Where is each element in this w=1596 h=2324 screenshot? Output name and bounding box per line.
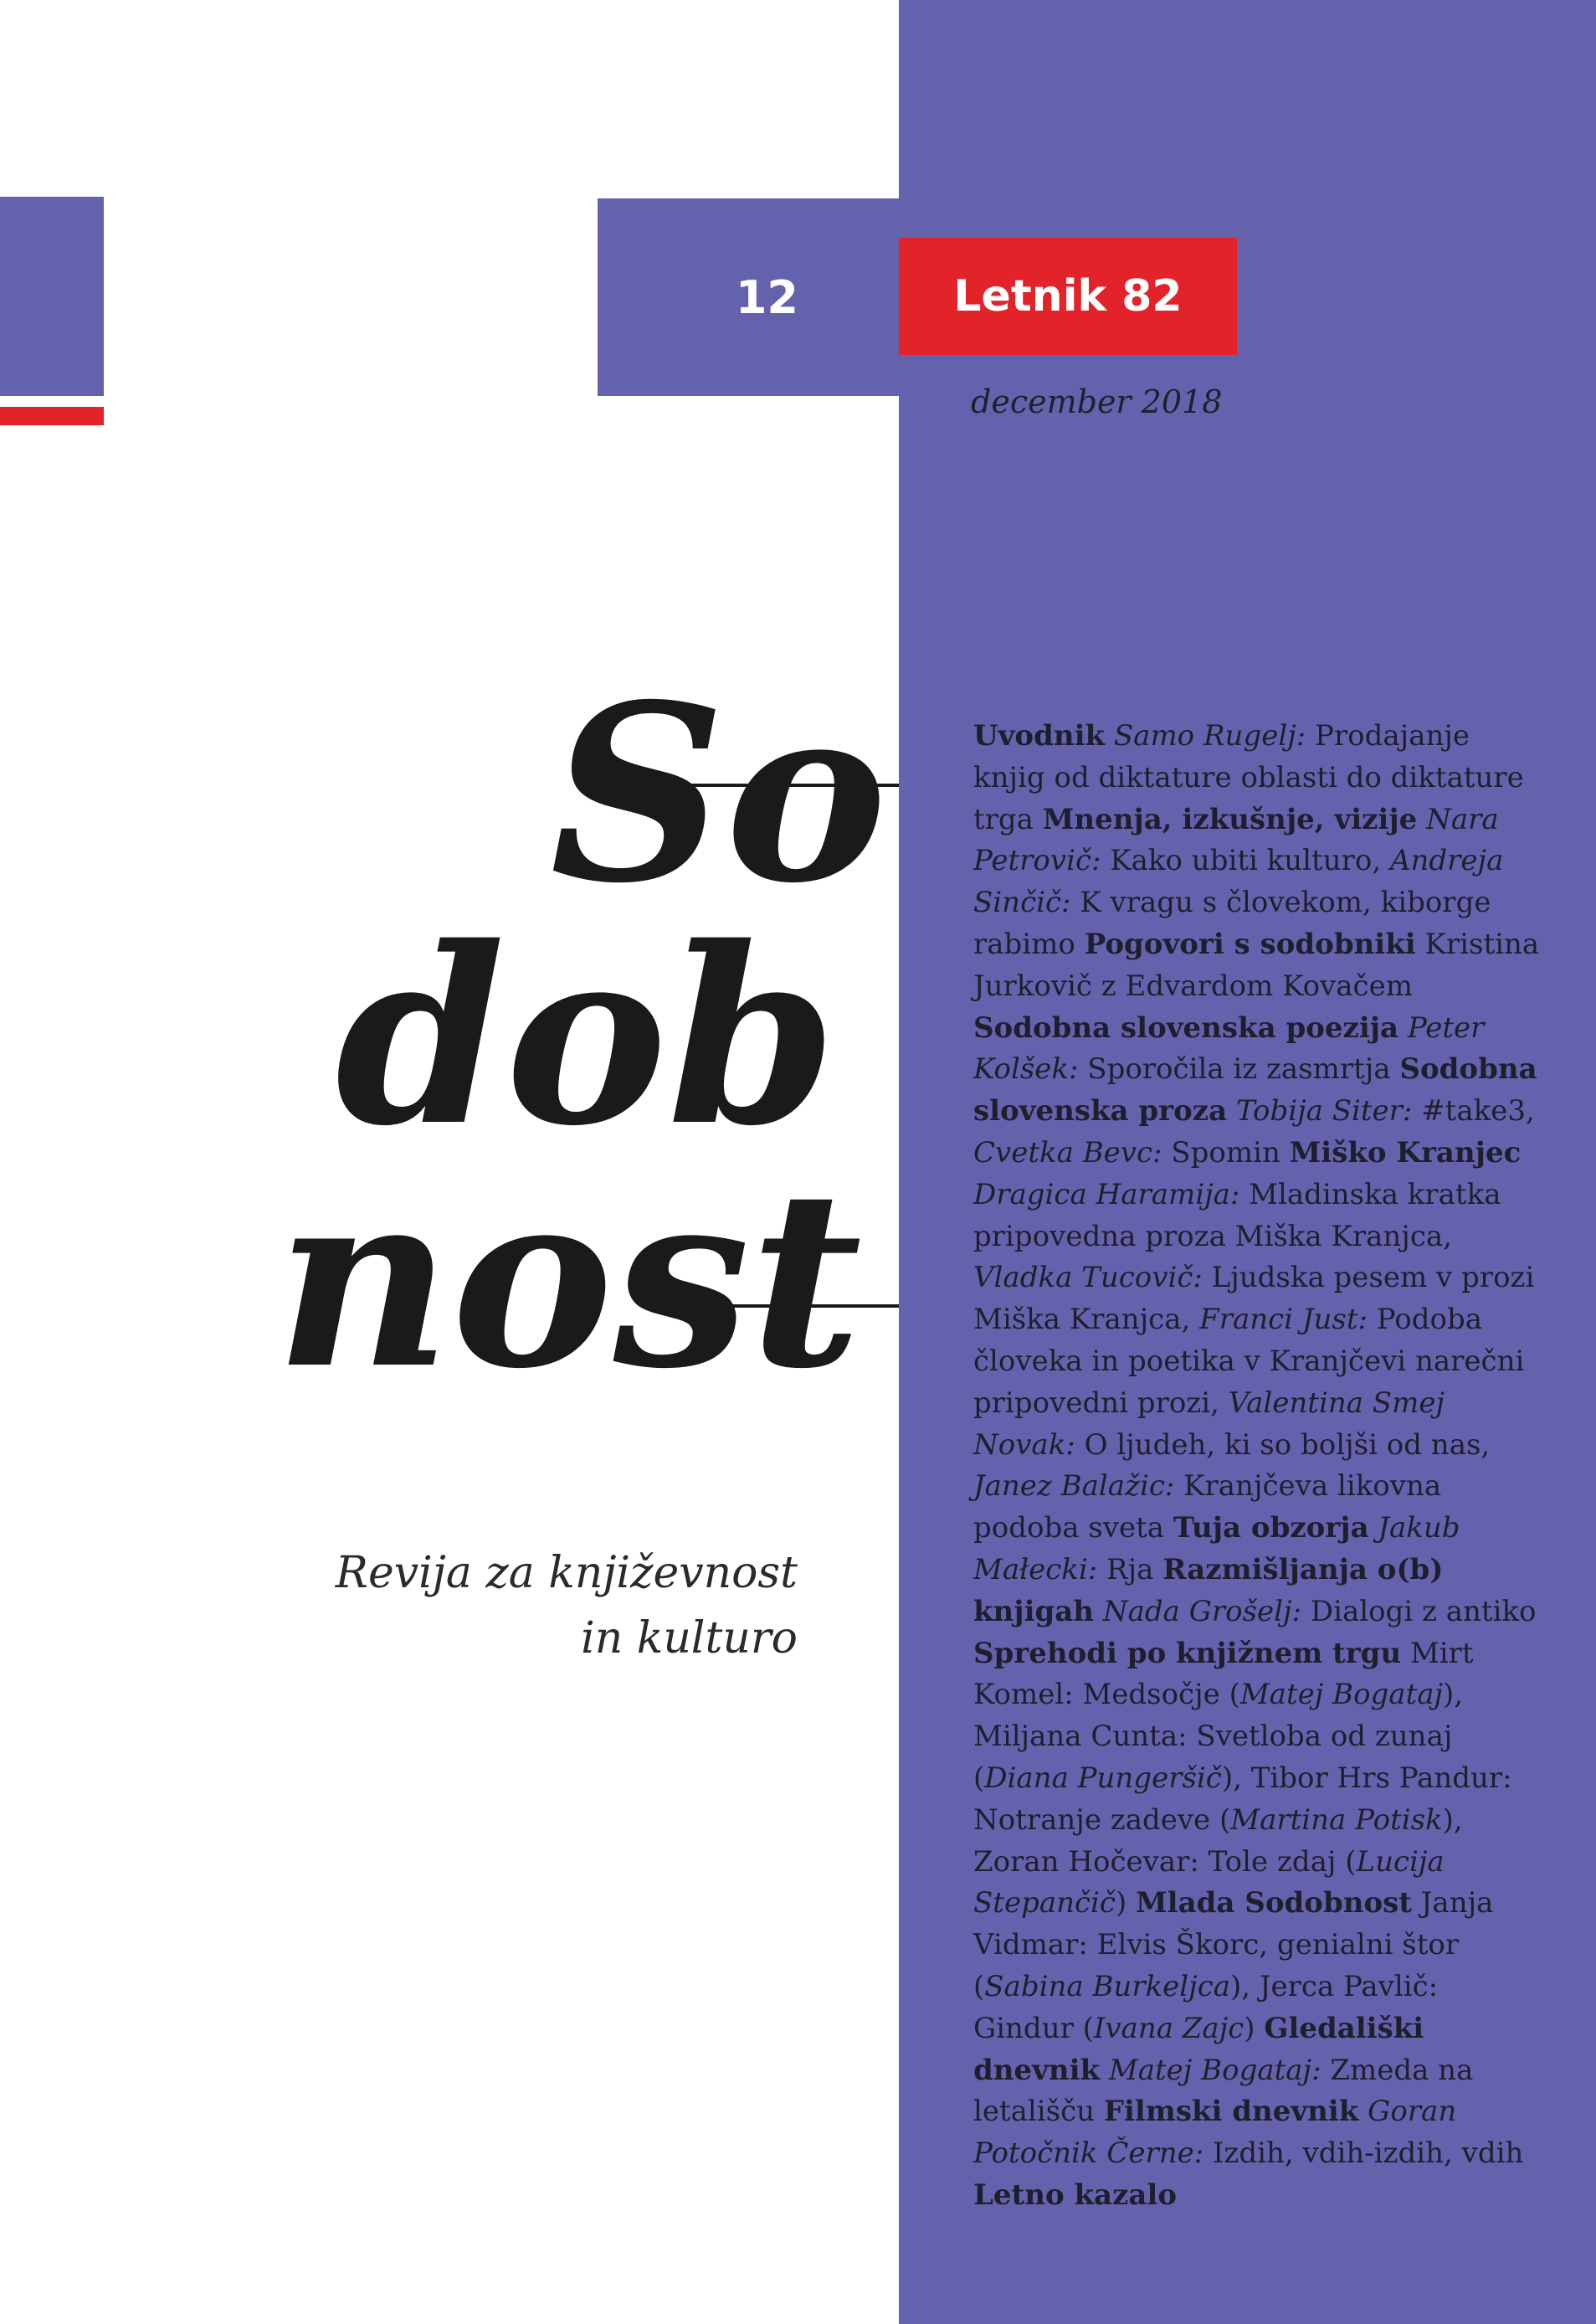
toc-text: Janja Vidmar: Elvis Škorc, genialni štor ( <box>973 1886 1494 2003</box>
left-accent-bar <box>0 197 104 396</box>
toc-author: Cvetka Bevc: <box>973 1135 1162 1170</box>
toc-text: Kristina Jurkovič z Edvardom Kovačem <box>973 927 1540 1003</box>
tagline-line-1: Revija za književnost <box>335 1548 798 1598</box>
toc-section-heading: Gledališki dnevnik <box>973 2011 1424 2087</box>
toc-section-heading: Pogovori s sodobniki <box>1084 927 1416 961</box>
magazine-logo <box>134 686 899 1440</box>
toc-author: Ivana Zajc <box>1093 2011 1244 2045</box>
toc-author: Samo Rugelj: <box>1113 719 1306 753</box>
toc-author: Nada Grošelj: <box>1102 1594 1302 1628</box>
toc-author: Vladka Tucovič: <box>973 1261 1203 1295</box>
toc-text <box>1398 1011 1408 1045</box>
toc-author: Dragica Haramija: <box>973 1177 1240 1211</box>
toc-section-heading: Uvodnik <box>973 719 1106 753</box>
toc-author: Matej Bogataj <box>1239 1678 1444 1712</box>
toc-section-heading: Filmski dnevnik <box>1103 2095 1359 2129</box>
toc-author: Nara Petrovič: <box>973 802 1499 878</box>
volume-box <box>899 238 1237 355</box>
issue-date: december 2018 <box>971 383 1223 420</box>
toc-section-heading: Sprehodi po knjižnem trgu <box>973 1636 1402 1670</box>
toc-text <box>1094 1595 1103 1628</box>
toc-text <box>1358 2095 1368 2128</box>
logo-line-3: nost <box>275 1138 862 1422</box>
tagline-line-2: in kulturo <box>581 1613 798 1663</box>
toc-section-heading: Mnenja, izkušnje, vizije <box>1042 802 1418 836</box>
toc-text: ), Zoran Hočevar: Tole zdaj ( <box>973 1802 1463 1879</box>
toc-author: Valentina Smej Novak: <box>973 1386 1445 1462</box>
toc-text: Kako ubiti kulturo, <box>1101 844 1390 878</box>
logo-line-2: dob <box>336 895 837 1180</box>
toc-author: Peter Kolšek: <box>973 1010 1485 1087</box>
toc-text: Rja <box>1097 1552 1163 1586</box>
toc-text: K vragu s človekom, kiborge rabimo <box>973 886 1491 961</box>
toc-section-heading: Tuja obzorja <box>1173 1511 1369 1545</box>
toc-author: Andreja Sinčič: <box>973 844 1504 920</box>
toc-text <box>1369 1511 1378 1545</box>
logo-line-1: So <box>550 686 887 937</box>
toc-text: Kranjčeva likovna podoba sveta <box>973 1469 1442 1545</box>
toc-author: Jakub Małecki: <box>973 1511 1460 1586</box>
toc-author: Martina Potisk <box>1230 1802 1443 1837</box>
toc-text: Sporočila iz zasmrtja <box>1078 1052 1400 1087</box>
toc-text: Mirt Komel: Medsočje ( <box>973 1636 1474 1712</box>
toc-text: ) <box>1115 1886 1137 1920</box>
toc-section-heading: Sodobna slovenska poezija <box>973 1010 1399 1045</box>
toc-text: Ljudska pesem v prozi Miška Kranjca, <box>973 1261 1535 1337</box>
toc-text: ) <box>1244 2011 1265 2045</box>
toc-text: Zmeda na letališču <box>973 2053 1474 2129</box>
toc-text <box>1105 719 1114 753</box>
toc-text: Mladinska kratka pripovedna proza Miška Kranjca, <box>973 1177 1501 1253</box>
toc-section-heading: Letno kazalo <box>973 2177 1177 2212</box>
logo-svg <box>134 686 899 1440</box>
toc-author: Tobija Siter: <box>1235 1094 1413 1129</box>
toc-author: Goran Potočnik Černe: <box>973 2095 1457 2171</box>
toc-text: ), Tibor Hrs Pandur: Notranje zadeve ( <box>973 1761 1512 1837</box>
toc-text: Podoba človeka in poetika v Kranjčevi narečni pripovedni prozi, <box>973 1303 1525 1420</box>
toc-section-heading: Miško Kranjec <box>1289 1135 1522 1170</box>
toc-text <box>1227 1094 1236 1128</box>
toc-text <box>1417 803 1426 836</box>
toc-text: #take3, <box>1412 1094 1535 1129</box>
table-of-contents <box>973 716 1542 2217</box>
toc-author: Matej Bogataj: <box>1108 2053 1321 2087</box>
toc-section-heading: Sodobna slovenska proza <box>973 1052 1537 1129</box>
toc-author: Franci Just: <box>1199 1303 1368 1337</box>
toc-author: Sabina Burkeljca <box>984 1969 1231 2003</box>
toc-text: Dialogi z antiko <box>1301 1594 1537 1628</box>
toc-author: Janez Balažic: <box>973 1469 1175 1504</box>
toc-text: O ljudeh, ki so boljši od nas, <box>1075 1427 1491 1462</box>
issue-number: 12 <box>735 270 798 324</box>
toc-text: ), Jerca Pavlič: Gindur ( <box>973 1969 1439 2045</box>
volume-label: Letnik 82 <box>953 271 1183 321</box>
toc-section-heading: Razmišljanja o(b) knjigah <box>973 1552 1444 1628</box>
tagline <box>212 1540 798 1671</box>
toc-text <box>1100 2054 1109 2087</box>
toc-author: Diana Pungeršič <box>984 1761 1222 1795</box>
left-red-stripe <box>0 407 104 425</box>
toc-text: Izdih, vdih-izdih, vdih <box>1203 2136 1524 2171</box>
toc-author: Lucija Stepančič <box>973 1844 1445 1920</box>
toc-section-heading: Mlada Sodobnost <box>1136 1886 1412 1920</box>
toc-text: Spomin <box>1162 1135 1290 1170</box>
issue-number-box <box>598 198 899 396</box>
toc-text: Prodajanje knjig od diktature oblasti do diktature trga <box>973 719 1524 836</box>
toc-text: ), Miljana Cunta: Svetloba od zunaj ( <box>973 1678 1464 1795</box>
